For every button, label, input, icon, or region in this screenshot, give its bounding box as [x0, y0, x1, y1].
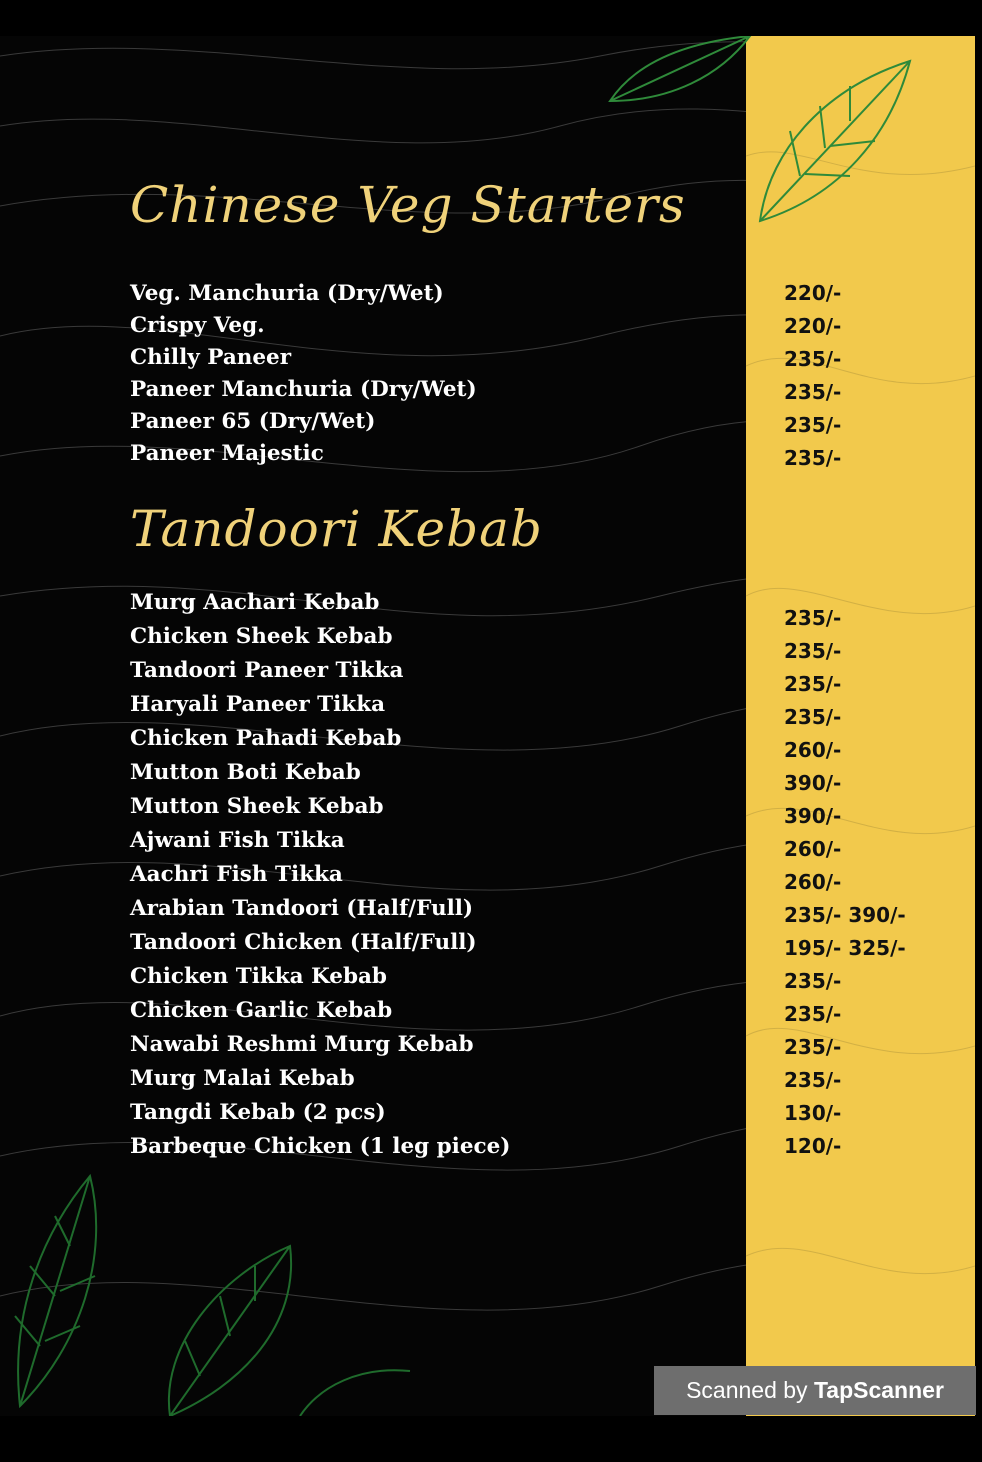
menu-item-price: 390/-: [784, 771, 842, 795]
menu-item-name: Tandoori Chicken (Half/Full): [130, 930, 477, 955]
menu-item-price: 235/-: [784, 606, 842, 630]
menu-item-name: Murg Malai Kebab: [130, 1066, 355, 1091]
menu-item-price: 235/-: [784, 1002, 842, 1026]
menu-item-price: 235/-: [784, 1068, 842, 1092]
menu-item-price: 235/-: [784, 672, 842, 696]
menu-item-name: Veg. Manchuria (Dry/Wet): [130, 281, 444, 306]
menu-item-price: 195/- 325/-: [784, 936, 906, 960]
menu-item-price: 130/-: [784, 1101, 842, 1125]
menu-item-name: Chicken Sheek Kebab: [130, 624, 393, 649]
menu-item-price: 390/-: [784, 804, 842, 828]
scanner-watermark: [654, 1366, 976, 1415]
menu-item-price: 260/-: [784, 738, 842, 762]
menu-item-price: 260/-: [784, 837, 842, 861]
menu-item-price: 235/-: [784, 413, 842, 437]
menu-item-price: 235/-: [784, 380, 842, 404]
menu-item-name: Chilly Paneer: [130, 345, 292, 370]
menu-item-name: Paneer Majestic: [130, 441, 324, 466]
menu-item-name: Nawabi Reshmi Murg Kebab: [130, 1032, 474, 1057]
leaf-decoration-bottom: [0, 1166, 420, 1416]
menu-item-name: Arabian Tandoori (Half/Full): [130, 896, 474, 921]
menu-item-name: Ajwani Fish Tikka: [130, 828, 345, 853]
menu-item-name: Chicken Pahadi Kebab: [130, 726, 402, 751]
menu-item-name: Chicken Tikka Kebab: [130, 964, 387, 989]
menu-item-name: Chicken Garlic Kebab: [130, 998, 393, 1023]
menu-item-price: 220/-: [784, 281, 842, 305]
menu-item-price: 120/-: [784, 1134, 842, 1158]
menu-item-price: 235/-: [784, 639, 842, 663]
menu-item-name: Crispy Veg.: [130, 313, 265, 338]
scanner-brand: TapScanner: [813, 1377, 944, 1403]
menu-item-price: 260/-: [784, 870, 842, 894]
menu-item-name: Murg Aachari Kebab: [130, 590, 380, 615]
menu-item-price: 220/-: [784, 314, 842, 338]
menu-item-price: 235/-: [784, 969, 842, 993]
menu-item-name: Mutton Sheek Kebab: [130, 794, 384, 819]
menu-item-name: Haryali Paneer Tikka: [130, 692, 386, 717]
menu-item-price: 235/-: [784, 347, 842, 371]
menu-item-name: Mutton Boti Kebab: [130, 760, 361, 785]
menu-page: [0, 36, 975, 1416]
menu-item-price: 235/-: [784, 705, 842, 729]
menu-item-name: Barbeque Chicken (1 leg piece): [130, 1134, 511, 1159]
section-title-tandoori-kebab: Tandoori Kebab: [130, 500, 543, 558]
menu-item-name: Tandoori Paneer Tikka: [130, 658, 404, 683]
menu-item-price: 235/-: [784, 446, 842, 470]
menu-item-price: 235/- 390/-: [784, 903, 906, 927]
scanner-prefix: Scanned by: [686, 1377, 814, 1403]
menu-item-name: Tangdi Kebab (2 pcs): [130, 1100, 386, 1125]
menu-item-name: Paneer 65 (Dry/Wet): [130, 409, 376, 434]
menu-item-name: Aachri Fish Tikka: [130, 862, 343, 887]
menu-item-price: 235/-: [784, 1035, 842, 1059]
menu-item-name: Paneer Manchuria (Dry/Wet): [130, 377, 477, 402]
section-title-chinese-veg-starters: Chinese Veg Starters: [130, 176, 686, 234]
